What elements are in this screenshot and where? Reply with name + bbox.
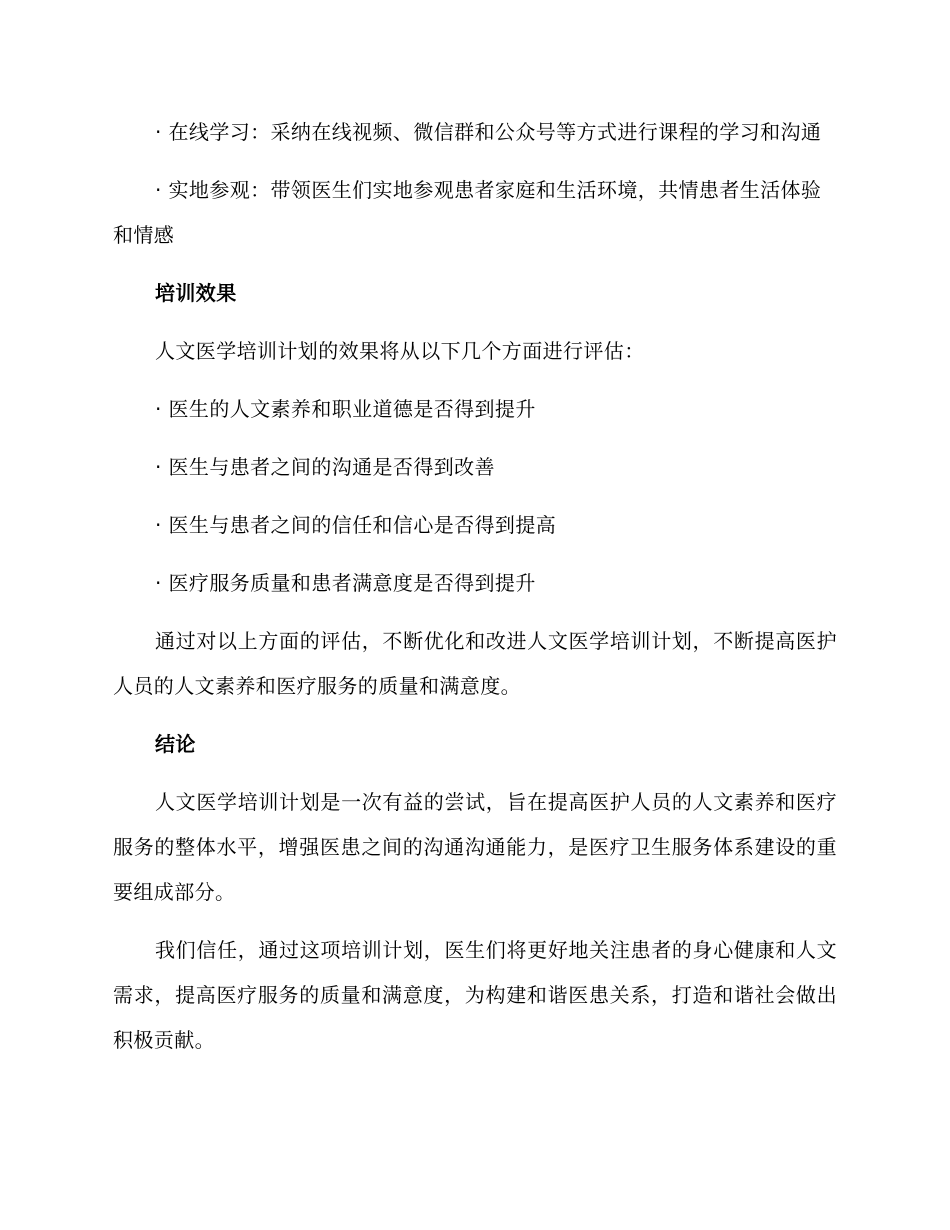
- bullet-field-visit: · 实地参观：带领医生们实地参观患者家庭和生活环境，共情患者生活体验和情感: [113, 178, 822, 247]
- effect-bullet-3: · 医生与患者之间的信任和信心是否得到提高: [155, 513, 557, 537]
- training-effect-intro: 人文医学培训计划的效果将从以下几个方面进行评估：: [155, 339, 645, 363]
- section-heading-conclusion: 结论: [155, 732, 196, 756]
- training-effect-summary: 通过对以上方面的评估，不断优化和改进人文医学培训计划，不断提高医护人员的人文素养和医疗服务的质量和满意度。: [113, 629, 837, 698]
- bullet-online-learning: · 在线学习：采纳在线视频、微信群和公众号等方式进行课程的学习和沟通: [155, 120, 822, 144]
- effect-bullet-1: · 医生的人文素养和职业道德是否得到提升: [155, 397, 536, 421]
- effect-bullet-4: · 医疗服务质量和患者满意度是否得到提升: [155, 571, 536, 595]
- document-page: [113, 110, 837, 1076]
- conclusion-paragraph-1: 人文医学培训计划是一次有益的尝试，旨在提高医护人员的人文素养和医疗服务的整体水平，增强医患之间的沟通沟通能力，是医疗卫生服务体系建设的重要组成部分。: [113, 790, 837, 904]
- conclusion-paragraph-2: 我们信任，通过这项培训计划，医生们将更好地关注患者的身心健康和人文需求，提高医疗服务的质量和满意度，为构建和谐医患关系，打造和谐社会做出积极贡献。: [113, 938, 837, 1052]
- section-heading-training-effect: 培训效果: [155, 281, 237, 305]
- effect-bullet-2: · 医生与患者之间的沟通是否得到改善: [155, 455, 495, 479]
